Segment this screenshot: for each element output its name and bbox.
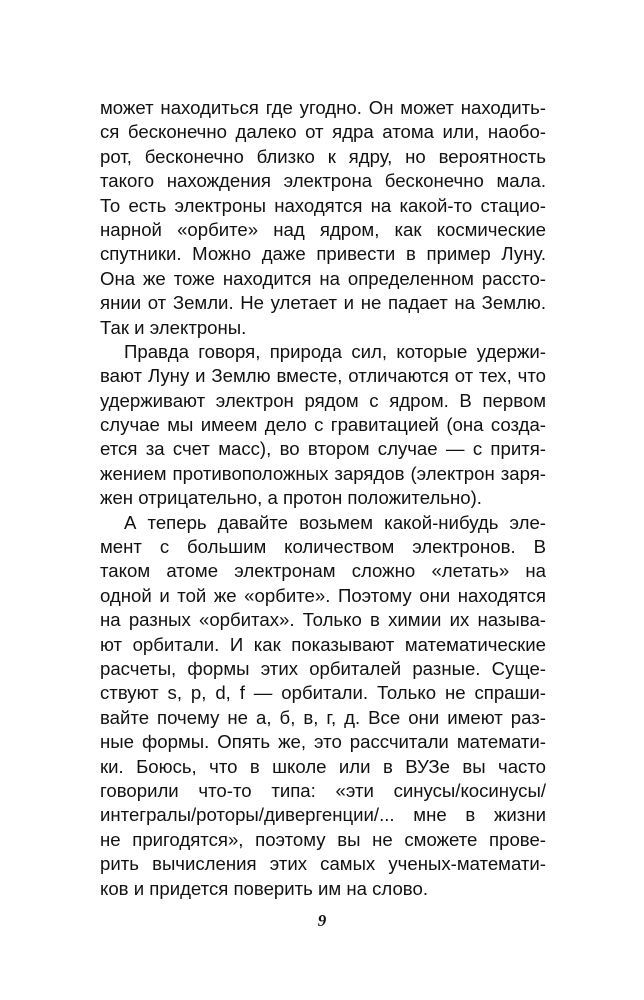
text-line: рить вычисления этих самых ученых-математи- [100,853,546,875]
text-line: вайте почему не a, б, в, г, д. Все они имеют раз- [100,706,546,728]
text-line: спутники. Можно даже привести в пример Луну. [100,243,546,265]
text-line: случае мы имеем дело с гравитацией (она созда- [100,414,546,436]
text-line: ные формы. Опять же, это рассчитали математи- [100,731,546,753]
text-line: жением противоположных зарядов (электрон заря- [100,462,546,484]
text-line: на разных «орбитах». Только в химии их называ- [100,609,546,631]
text-line: одной и той же «орбите». Поэтому они находятся [100,584,546,606]
body-text [100,96,546,901]
text-line: может находиться где угодно. Он может находить- [100,97,546,118]
text-line: ки. Боюсь, что в школе или в ВУЗе вы часто [100,755,546,777]
text-line: не пригодятся», поэтому вы не сможете прове- [100,828,546,850]
text-line: интегралы/роторы/дивергенции/... мне в жизни [100,804,546,826]
page-number: 9 [317,911,327,930]
text-line: рот, бесконечно близко к ядру, но вероятность [100,145,546,167]
text-line: говорили что-то типа: «эти синусы/косинусы/ [100,779,546,801]
text-line: нарной «орбите» над ядром, как космические [100,218,546,240]
text-line: Правда говоря, природа сил, которые удержи- [124,340,546,362]
text-line: вают Луну и Землю вместе, отличаются от тех, что [100,365,546,387]
text-line: янии от Земли. Не улетает и не падает на Землю. [100,292,546,314]
text-line: ют орбитали. И как показывают математические [100,633,546,655]
text-line: То есть электроны находятся на какой-то стацио- [100,194,546,216]
text-line: удерживают электрон рядом с ядром. В первом [100,389,546,411]
text-line: А теперь давайте возьмем какой-нибудь эле- [124,511,546,533]
text-line: ствуют s, p, d, f — орбитали. Только не спраши- [100,682,546,704]
text-line: ков и придется поверить им на слово. [100,877,428,899]
text-line: такого нахождения электрона бесконечно мала. [100,170,546,192]
text-line: расчеты, формы этих орбиталей разные. Суще- [100,657,546,679]
text-line: таком атоме электронам сложно «летать» на [100,560,546,582]
text-line: мент с большим количеством электронов. В [100,536,546,558]
text-line: жен отрицательно, а протон положительно). [100,487,482,509]
text-line: ется за счет масс), во втором случае — с притя- [100,438,546,460]
text-line: Она же тоже находится на определенном рассто- [100,267,546,289]
text-line: ся бесконечно далеко от ядра атома или, наобо- [100,121,546,143]
text-line: Так и электроны. [100,316,247,338]
